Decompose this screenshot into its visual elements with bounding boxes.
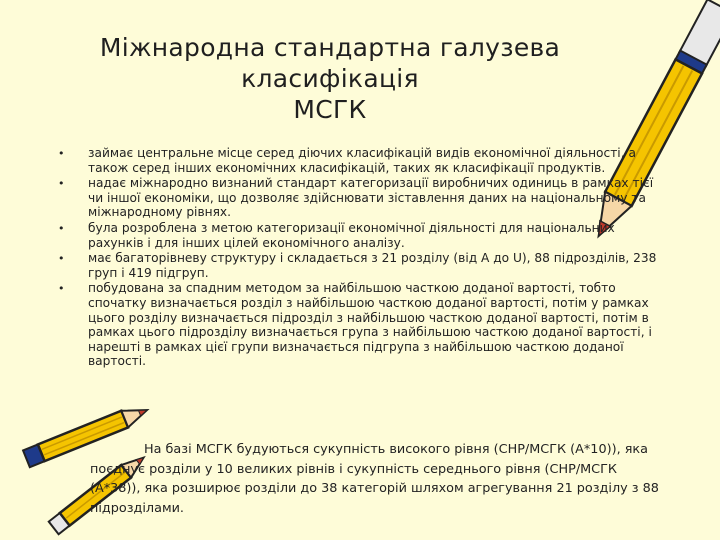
summary-paragraph: На базі МСГК будуються сукупність високого рівня (СНР/МСГК (А*10)), яка поєднує розділи у 10 великих рівнів і сукупність середнього рівня (СНР/МСГК (А*38)), яка розширює розділи до 38 категорій шляхом агрегування 21 розділу з 88 підрозділами. bbox=[90, 442, 659, 516]
bullet-icon: • bbox=[58, 147, 65, 160]
bullet-icon: • bbox=[58, 177, 65, 191]
list-item: • надає міжнародно визнаний стандарт категоризації виробничих одиниць в рамках тієї чи іншої економіки, що дозволяє здійснювати зіставлення даних на національному та міжнародному рівнях. bbox=[58, 176, 654, 220]
title-line-2: класифікація bbox=[241, 64, 419, 93]
bullet-list bbox=[58, 146, 660, 370]
bullet-icon: • bbox=[58, 221, 65, 235]
list-item: • має багаторівневу структуру і складається з 21 розділу (від А до U), 88 підрозділів, 238 груп і 419 підгруп. bbox=[58, 251, 657, 280]
list-item: • побудована за спадним методом за найбільшою часткою доданої вартості, тобто спочатку визначається розділ з найбільшою часткою доданої вартості, потім у рамках цього розділу визначається підрозділ з найбільшою часткою доданої вартості, потім в рамках цього підрозділу визначається група з найбільшою часткою доданої вартості, і нарешті в рамках цієї групи визначається підгрупа з найбільшою часткою доданої вартості. bbox=[58, 281, 652, 369]
bullet-icon: • bbox=[58, 282, 65, 296]
title-line-3: МСГК bbox=[293, 95, 367, 124]
list-item: • займає центральне місце серед діючих класифікацій видів економічної діяльності, а також серед інших економічних класифікацій, таких як класифікації продуктів. bbox=[58, 146, 636, 175]
title-line-1: Міжнародна стандартна галузева bbox=[99, 33, 561, 62]
bullet-icon: • bbox=[58, 252, 65, 266]
page-title bbox=[70, 32, 590, 125]
list-item: • була розроблена з метою категоризації економічної діяльності для національних рахунків і для інших цілей економічного аналізу. bbox=[58, 220, 615, 250]
